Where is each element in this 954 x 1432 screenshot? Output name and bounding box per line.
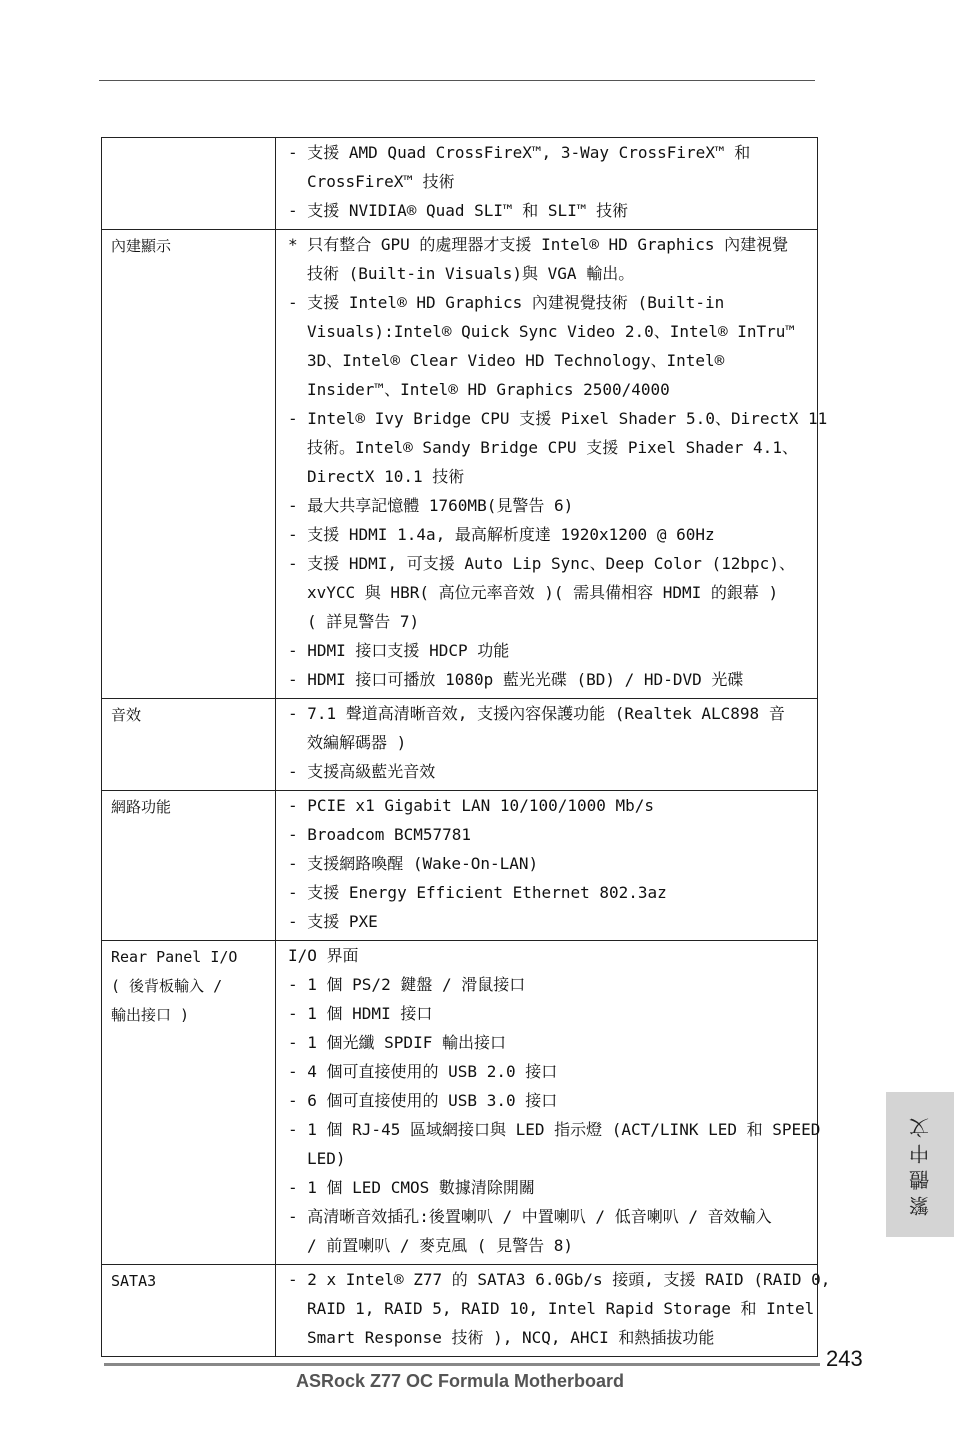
spec-label-cell bbox=[102, 699, 276, 791]
spec-content-cell bbox=[276, 699, 818, 791]
spec-label-line: ( 後背板輸入 / bbox=[111, 977, 223, 995]
spec-label-line: 內建顯示 bbox=[111, 237, 172, 255]
spec-line: - 4 個可直接使用的 USB 2.0 接口 bbox=[288, 1062, 558, 1081]
spec-line: - 1 個 RJ-45 區域網接口與 LED 指示燈 (ACT/LINK LED 和 SPEED bbox=[288, 1120, 821, 1139]
spec-line: - 支援 Energy Efficient Ethernet 802.3az bbox=[288, 883, 667, 902]
spec-label-cell bbox=[102, 138, 276, 230]
spec-line: - 支援 HDMI 1.4a, 最高解析度達 1920x1200 @ 60Hz bbox=[288, 525, 715, 544]
spec-line: ( 詳見警告 7) bbox=[307, 612, 420, 631]
spec-line: Smart Response 技術 ), NCQ, AHCI 和熱插拔功能 bbox=[307, 1328, 715, 1347]
spec-line: 效編解碼器 ) bbox=[307, 733, 407, 752]
spec-line: - 1 個 PS/2 鍵盤 / 滑鼠接口 bbox=[288, 975, 526, 994]
spec-label-line: 網路功能 bbox=[111, 798, 172, 816]
spec-row bbox=[102, 941, 818, 1265]
spec-line: - 支援 Intel® HD Graphics 內建視覺技術 (Built-in bbox=[288, 293, 725, 312]
spec-line: / 前置喇叭 / 麥克風 ( 見警告 8) bbox=[307, 1236, 573, 1255]
spec-line: - 支援網路喚醒 (Wake-On-LAN) bbox=[288, 854, 539, 873]
spec-line: - 支援 NVIDIA® Quad SLI™ 和 SLI™ 技術 bbox=[288, 201, 629, 220]
spec-label-cell bbox=[102, 941, 276, 1265]
spec-label-cell bbox=[102, 1265, 276, 1357]
spec-table bbox=[101, 137, 831, 1357]
spec-line: - Broadcom BCM57781 bbox=[288, 825, 472, 844]
spec-row bbox=[102, 791, 818, 941]
spec-line: CrossFireX™ 技術 bbox=[307, 172, 455, 191]
spec-row bbox=[102, 230, 818, 699]
spec-line: 技術 (Built-in Visuals)與 VGA 輸出。 bbox=[307, 264, 635, 283]
spec-label-line: Rear Panel I/O bbox=[111, 948, 238, 966]
spec-line: - HDMI 接口支援 HDCP 功能 bbox=[288, 641, 510, 660]
spec-line: - 高清晰音效插孔:後置喇叭 / 中置喇叭 / 低音喇叭 / 音效輸入 bbox=[288, 1207, 772, 1226]
spec-line: 技術。Intel® Sandy Bridge CPU 支援 Pixel Shader 4.1、 bbox=[307, 438, 798, 457]
spec-line: DirectX 10.1 技術 bbox=[307, 467, 465, 486]
language-side-tab-label: 繁體中文 bbox=[908, 1112, 933, 1217]
spec-line: - 支援高級藍光音效 bbox=[288, 762, 436, 781]
spec-label-line: 音效 bbox=[111, 706, 142, 724]
spec-line: 3D、Intel® Clear Video HD Technology、Intel® bbox=[307, 351, 725, 370]
spec-content-cell bbox=[276, 230, 828, 699]
spec-line: - 1 個光纖 SPDIF 輸出接口 bbox=[288, 1033, 506, 1052]
spec-line: - 7.1 聲道高清晰音效, 支援內容保護功能 (Realtek ALC898 音 bbox=[288, 704, 785, 723]
spec-content-cell bbox=[276, 791, 818, 941]
spec-line: - 最大共享記憶體 1760MB(見警告 6) bbox=[288, 496, 574, 515]
spec-line: - 6 個可直接使用的 USB 3.0 接口 bbox=[288, 1091, 558, 1110]
spec-content-cell bbox=[276, 1265, 831, 1357]
spec-line: * 只有整合 GPU 的處理器才支援 Intel® HD Graphics 內建視覺 bbox=[288, 235, 789, 254]
spec-label-line: SATA3 bbox=[111, 1272, 157, 1290]
spec-label-cell bbox=[102, 230, 276, 699]
spec-line: - 2 x Intel® Z77 的 SATA3 6.0Gb/s 接頭, 支援 RAID (RAID 0, bbox=[288, 1270, 831, 1289]
spec-label-line: 輸出接口 ) bbox=[111, 1006, 190, 1024]
spec-line: LED) bbox=[307, 1149, 346, 1168]
spec-row bbox=[102, 138, 818, 230]
spec-line: - HDMI 接口可播放 1080p 藍光光碟 (BD) / HD-DVD 光碟 bbox=[288, 670, 744, 689]
bottom-rule bbox=[104, 1363, 820, 1366]
spec-line: - 1 個 HDMI 接口 bbox=[288, 1004, 433, 1023]
footer-title: ASRock Z77 OC Formula Motherboard bbox=[296, 1371, 625, 1391]
spec-line: - Intel® Ivy Bridge CPU 支援 Pixel Shader 5.0、DirectX 11 bbox=[288, 409, 828, 428]
spec-line: Visuals):Intel® Quick Sync Video 2.0、Intel® InTru™ bbox=[307, 322, 796, 341]
top-rule bbox=[99, 80, 815, 81]
spec-line: - 支援 PXE bbox=[288, 912, 378, 931]
spec-label-cell bbox=[102, 791, 276, 941]
spec-line: - 1 個 LED CMOS 數據清除開關 bbox=[288, 1178, 535, 1197]
spec-content-cell bbox=[276, 941, 821, 1265]
spec-row bbox=[102, 1265, 818, 1357]
page-number: 243 bbox=[826, 1346, 863, 1371]
spec-line: Insider™、Intel® HD Graphics 2500/4000 bbox=[307, 380, 670, 399]
spec-line: - 支援 HDMI, 可支援 Auto Lip Sync、Deep Color (12bpc)、 bbox=[288, 554, 795, 573]
spec-row bbox=[102, 699, 818, 791]
spec-line: - 支援 AMD Quad CrossFireX™, 3-Way CrossFireX™ 和 bbox=[288, 143, 751, 162]
spec-line: RAID 1, RAID 5, RAID 10, Intel Rapid Storage 和 Intel bbox=[307, 1299, 815, 1318]
spec-content-cell bbox=[276, 138, 818, 230]
language-side-tab bbox=[886, 1092, 954, 1237]
spec-line: - PCIE x1 Gigabit LAN 10/100/1000 Mb/s bbox=[288, 796, 655, 815]
spec-line: I/O 界面 bbox=[288, 946, 359, 965]
spec-line: xvYCC 與 HBR( 高位元率音效 )( 需具備相容 HDMI 的銀幕 ) bbox=[307, 583, 779, 602]
spec-table-body bbox=[102, 138, 831, 1357]
